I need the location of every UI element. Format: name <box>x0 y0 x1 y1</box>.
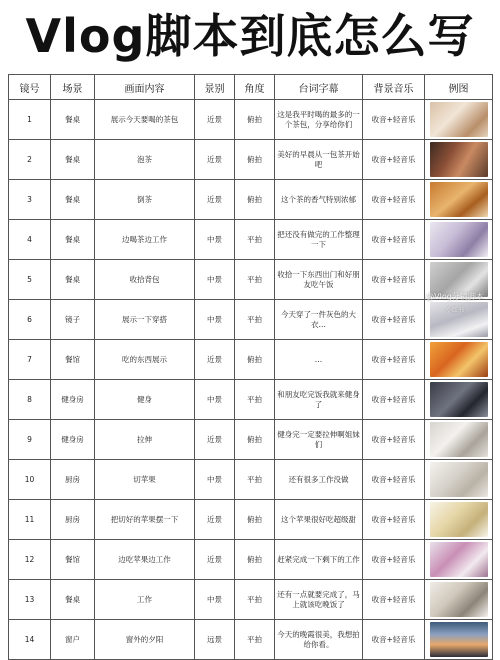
music-cell: 收音+轻音乐 <box>363 340 425 380</box>
table-row <box>9 140 493 180</box>
watermark: @Vlog分镜脚本 <box>426 292 484 301</box>
content-cell: 吃的东西展示 <box>95 340 195 380</box>
angle-cell: 平拍 <box>235 460 275 500</box>
shot-number: 10 <box>9 460 51 500</box>
dialogue-cell: 这个茶的香气特别浓郁 <box>275 180 363 220</box>
framing-cell: 中景 <box>195 260 235 300</box>
header-shot: 镜号 <box>9 75 51 100</box>
dialogue-cell: 还有很多工作没做 <box>275 460 363 500</box>
shot-number: 3 <box>9 180 51 220</box>
shot-number: 12 <box>9 540 51 580</box>
content-cell: 边吃苹果边工作 <box>95 540 195 580</box>
content-cell: 切苹果 <box>95 460 195 500</box>
shot-number: 9 <box>9 420 51 460</box>
angle-cell: 平拍 <box>235 220 275 260</box>
shot-number: 5 <box>9 260 51 300</box>
content-cell: 收拾背包 <box>95 260 195 300</box>
scene-cell: 餐馆 <box>51 340 95 380</box>
framing-cell: 中景 <box>195 220 235 260</box>
example-cell <box>425 420 493 460</box>
dialogue-cell: 今天穿了一件灰色的大衣… <box>275 300 363 340</box>
storyboard-table <box>8 74 493 660</box>
header-scene: 场景 <box>51 75 95 100</box>
content-cell: 健身 <box>95 380 195 420</box>
content-cell: 泡茶 <box>95 140 195 180</box>
table-row <box>9 620 493 660</box>
scene-cell: 餐桌 <box>51 220 95 260</box>
example-photo <box>430 222 488 257</box>
framing-cell: 近景 <box>195 100 235 140</box>
angle-cell: 俯拍 <box>235 500 275 540</box>
header-angle: 角度 <box>235 75 275 100</box>
content-cell: 拉伸 <box>95 420 195 460</box>
scene-cell: 窗户 <box>51 620 95 660</box>
content-cell: 工作 <box>95 580 195 620</box>
dialogue-cell: 健身完一定要拉伸啊姐妹们 <box>275 420 363 460</box>
example-cell <box>425 220 493 260</box>
shot-number: 8 <box>9 380 51 420</box>
dialogue-cell: 这是我平时喝的最多的一个茶包，分享给你们 <box>275 100 363 140</box>
shot-number: 7 <box>9 340 51 380</box>
framing-cell: 中景 <box>195 380 235 420</box>
scene-cell: 餐桌 <box>51 260 95 300</box>
shot-number: 6 <box>9 300 51 340</box>
dialogue-cell: 还有一点就要完成了，马上就该吃晚饭了 <box>275 580 363 620</box>
header-dialogue: 台词字幕 <box>275 75 363 100</box>
shot-number: 2 <box>9 140 51 180</box>
music-cell: 收音+轻音乐 <box>363 140 425 180</box>
dialogue-cell: 和朋友吃完饭我就来健身了 <box>275 380 363 420</box>
table-row <box>9 100 493 140</box>
example-photo <box>430 462 488 497</box>
framing-cell: 中景 <box>195 460 235 500</box>
table-row <box>9 300 493 340</box>
example-photo <box>430 182 488 217</box>
example-cell <box>425 620 493 660</box>
example-cell <box>425 340 493 380</box>
example-cell <box>425 580 493 620</box>
content-cell: 倒茶 <box>95 180 195 220</box>
dialogue-cell: 收拾一下东西出门和好朋友吃午饭 <box>275 260 363 300</box>
example-photo <box>430 342 488 377</box>
scene-cell: 餐桌 <box>51 580 95 620</box>
framing-cell: 近景 <box>195 540 235 580</box>
angle-cell: 俯拍 <box>235 140 275 180</box>
example-photo <box>430 582 488 617</box>
content-cell: 展示一下穿搭 <box>95 300 195 340</box>
dialogue-cell: 赶紧完成一下剩下的工作 <box>275 540 363 580</box>
scene-cell: 厨房 <box>51 500 95 540</box>
angle-cell: 平拍 <box>235 620 275 660</box>
example-photo <box>430 542 488 577</box>
example-cell <box>425 380 493 420</box>
table-row <box>9 380 493 420</box>
dialogue-cell: 今天的晚霞很美，我想拍给你看。 <box>275 620 363 660</box>
table-row <box>9 340 493 380</box>
music-cell: 收音+轻音乐 <box>363 540 425 580</box>
content-cell: 把切好的苹果摆一下 <box>95 500 195 540</box>
example-cell <box>425 500 493 540</box>
shot-number: 11 <box>9 500 51 540</box>
example-photo <box>430 382 488 417</box>
content-cell: 窗外的夕阳 <box>95 620 195 660</box>
music-cell: 收音+轻音乐 <box>363 180 425 220</box>
header-framing: 景别 <box>195 75 235 100</box>
table-header-row <box>9 75 493 100</box>
watermark-sub: 小红书 <box>445 307 464 314</box>
table-row <box>9 220 493 260</box>
angle-cell: 平拍 <box>235 380 275 420</box>
music-cell: 收音+轻音乐 <box>363 300 425 340</box>
header-example: 例图 <box>425 75 493 100</box>
music-cell: 收音+轻音乐 <box>363 580 425 620</box>
framing-cell: 远景 <box>195 620 235 660</box>
music-cell: 收音+轻音乐 <box>363 460 425 500</box>
example-cell <box>425 180 493 220</box>
framing-cell: 近景 <box>195 500 235 540</box>
content-cell: 边喝茶边工作 <box>95 220 195 260</box>
music-cell: 收音+轻音乐 <box>363 220 425 260</box>
example-photo <box>430 502 488 537</box>
music-cell: 收音+轻音乐 <box>363 500 425 540</box>
table-row <box>9 580 493 620</box>
music-cell: 收音+轻音乐 <box>363 420 425 460</box>
example-cell <box>425 540 493 580</box>
scene-cell: 健身房 <box>51 380 95 420</box>
scene-cell: 餐桌 <box>51 180 95 220</box>
dialogue-cell: 美好的早晨从一包茶开始吧 <box>275 140 363 180</box>
angle-cell: 俯拍 <box>235 340 275 380</box>
framing-cell: 近景 <box>195 420 235 460</box>
example-cell <box>425 460 493 500</box>
framing-cell: 近景 <box>195 140 235 180</box>
table-row <box>9 180 493 220</box>
angle-cell: 平拍 <box>235 580 275 620</box>
shot-number: 1 <box>9 100 51 140</box>
dialogue-cell: … <box>275 340 363 380</box>
shot-number: 13 <box>9 580 51 620</box>
page-title: Vlog脚本到底怎么写 <box>25 9 475 63</box>
framing-cell: 中景 <box>195 580 235 620</box>
shot-number: 14 <box>9 620 51 660</box>
example-cell <box>425 140 493 180</box>
dialogue-cell: 把还没有做完的工作整理一下 <box>275 220 363 260</box>
music-cell: 收音+轻音乐 <box>363 380 425 420</box>
shot-number: 4 <box>9 220 51 260</box>
dialogue-cell: 这个苹果很好吃超级甜 <box>275 500 363 540</box>
angle-cell: 平拍 <box>235 300 275 340</box>
example-photo <box>430 422 488 457</box>
scene-cell: 餐桌 <box>51 140 95 180</box>
angle-cell: 平拍 <box>235 260 275 300</box>
angle-cell: 俯拍 <box>235 540 275 580</box>
example-photo <box>430 142 488 177</box>
table-row <box>9 500 493 540</box>
table-row <box>9 420 493 460</box>
framing-cell: 近景 <box>195 180 235 220</box>
example-photo <box>430 102 488 137</box>
music-cell: 收音+轻音乐 <box>363 620 425 660</box>
example-photo <box>430 622 488 657</box>
music-cell: 收音+轻音乐 <box>363 100 425 140</box>
table-row <box>9 460 493 500</box>
scene-cell: 镜子 <box>51 300 95 340</box>
angle-cell: 俯拍 <box>235 180 275 220</box>
angle-cell: 俯拍 <box>235 100 275 140</box>
table-row <box>9 540 493 580</box>
content-cell: 展示今天要喝的茶包 <box>95 100 195 140</box>
scene-cell: 健身房 <box>51 420 95 460</box>
framing-cell: 中景 <box>195 300 235 340</box>
angle-cell: 俯拍 <box>235 420 275 460</box>
framing-cell: 近景 <box>195 340 235 380</box>
scene-cell: 厨房 <box>51 460 95 500</box>
scene-cell: 餐馆 <box>51 540 95 580</box>
header-content: 画面内容 <box>95 75 195 100</box>
header-music: 背景音乐 <box>363 75 425 100</box>
music-cell: 收音+轻音乐 <box>363 260 425 300</box>
scene-cell: 餐桌 <box>51 100 95 140</box>
example-cell <box>425 100 493 140</box>
